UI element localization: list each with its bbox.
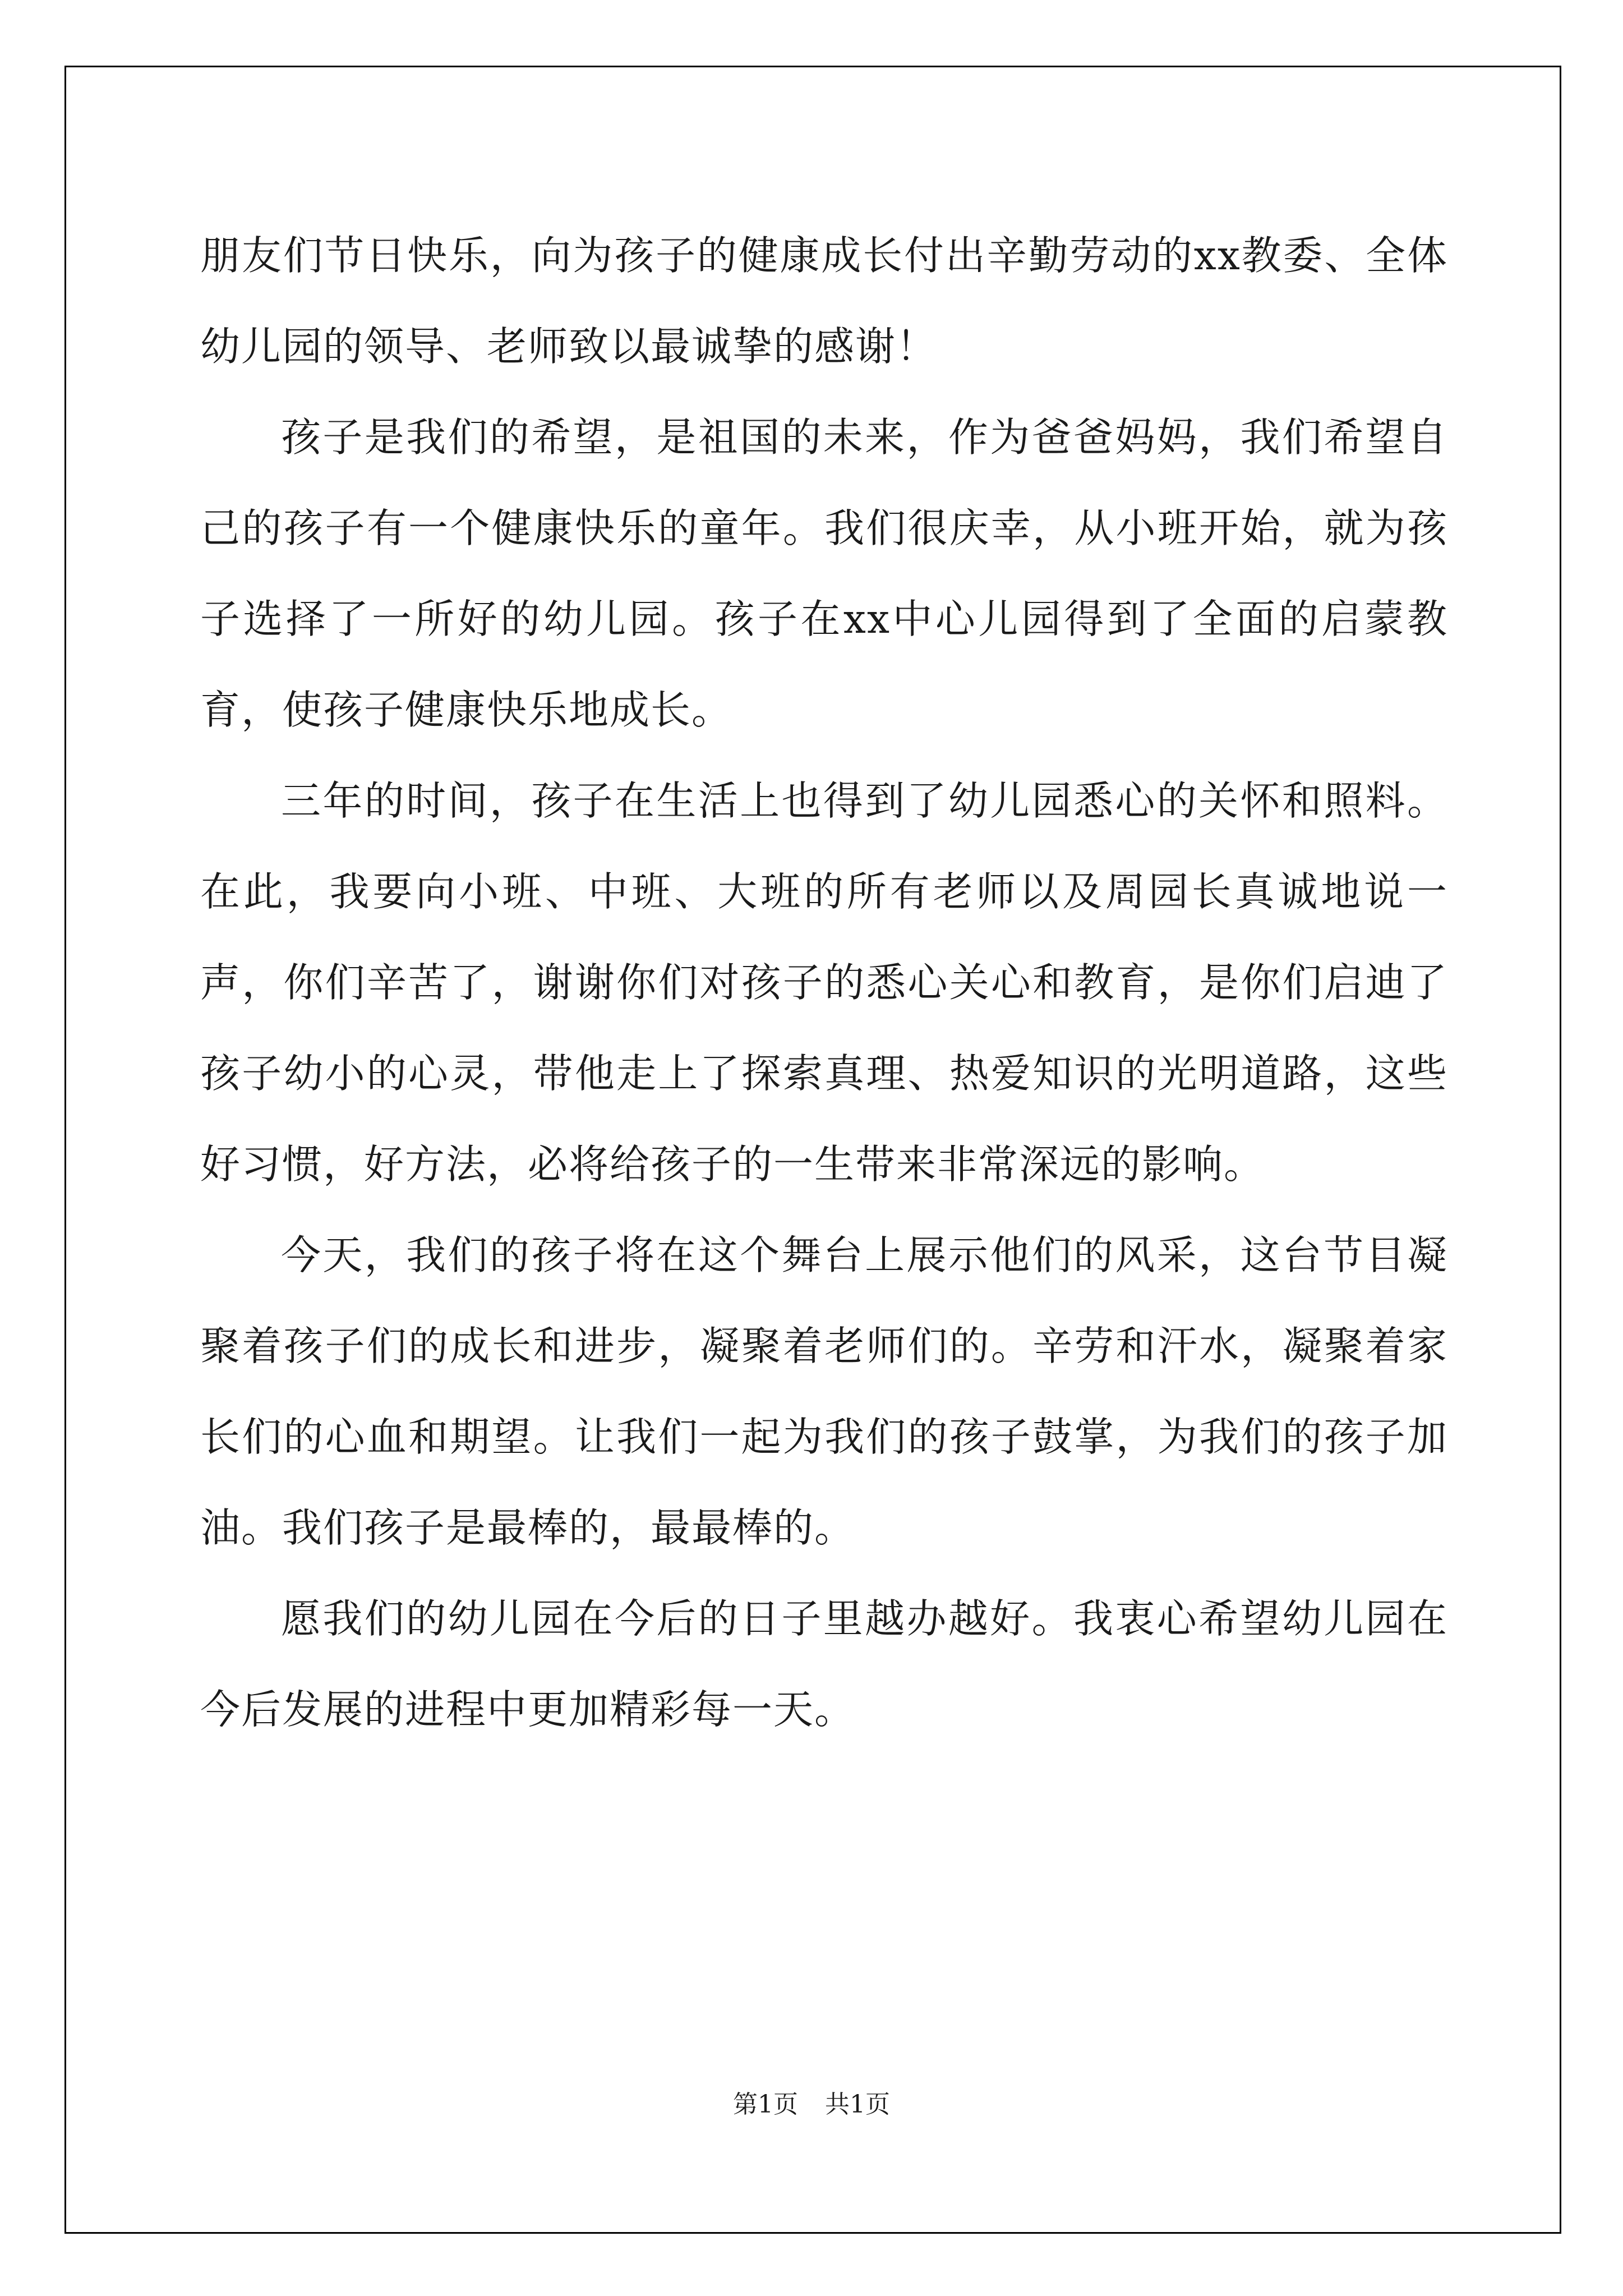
- page-total: 共1页: [825, 2090, 890, 2119]
- paragraph-5: 愿我们的幼儿园在今后的日子里越办越好。我衷心希望幼儿园在今后发展的进程中更加精彩每一天。: [200, 1595, 1448, 1733]
- document-body: [200, 210, 1448, 1755]
- paragraph-1: 朋友们节日快乐，向为孩子的健康成长付出辛勤劳动的xx教委、全体幼儿园的领导、老师致以最诚挚的感谢！: [200, 232, 1448, 370]
- paragraph-3: 三年的时间，孩子在生活上也得到了幼儿园悉心的关怀和照料。在此，我要向小班、中班、大班的所有老师以及周园长真诚地说一声，你们辛苦了，谢谢你们对孩子的悉心关心和教育，是你们启迪了孩子幼小的心灵，带他走上了探索真理、热爱知识的光明道路，这些好习惯，好方法，必将给孩子的一生带来非常深远的影响。: [200, 777, 1448, 1188]
- paragraph-4: 今天，我们的孩子将在这个舞台上展示他们的风采，这台节目凝聚着孩子们的成长和进步，凝聚着老师们的。辛劳和汗水，凝聚着家长们的心血和期望。让我们一起为我们的孩子鼓掌，为我们的孩子加油。我们孩子是最棒的，最最棒的。: [200, 1232, 1448, 1551]
- paragraph-2: 孩子是我们的希望，是祖国的未来，作为爸爸妈妈，我们希望自己的孩子有一个健康快乐的童年。我们很庆幸，从小班开始，就为孩子选择了一所好的幼儿园。孩子在xx中心儿园得到了全面的启蒙教育，使孩子健康快乐地成长。: [200, 414, 1448, 733]
- page-number: 第1页: [733, 2090, 798, 2119]
- page-footer: [0, 2088, 1623, 2122]
